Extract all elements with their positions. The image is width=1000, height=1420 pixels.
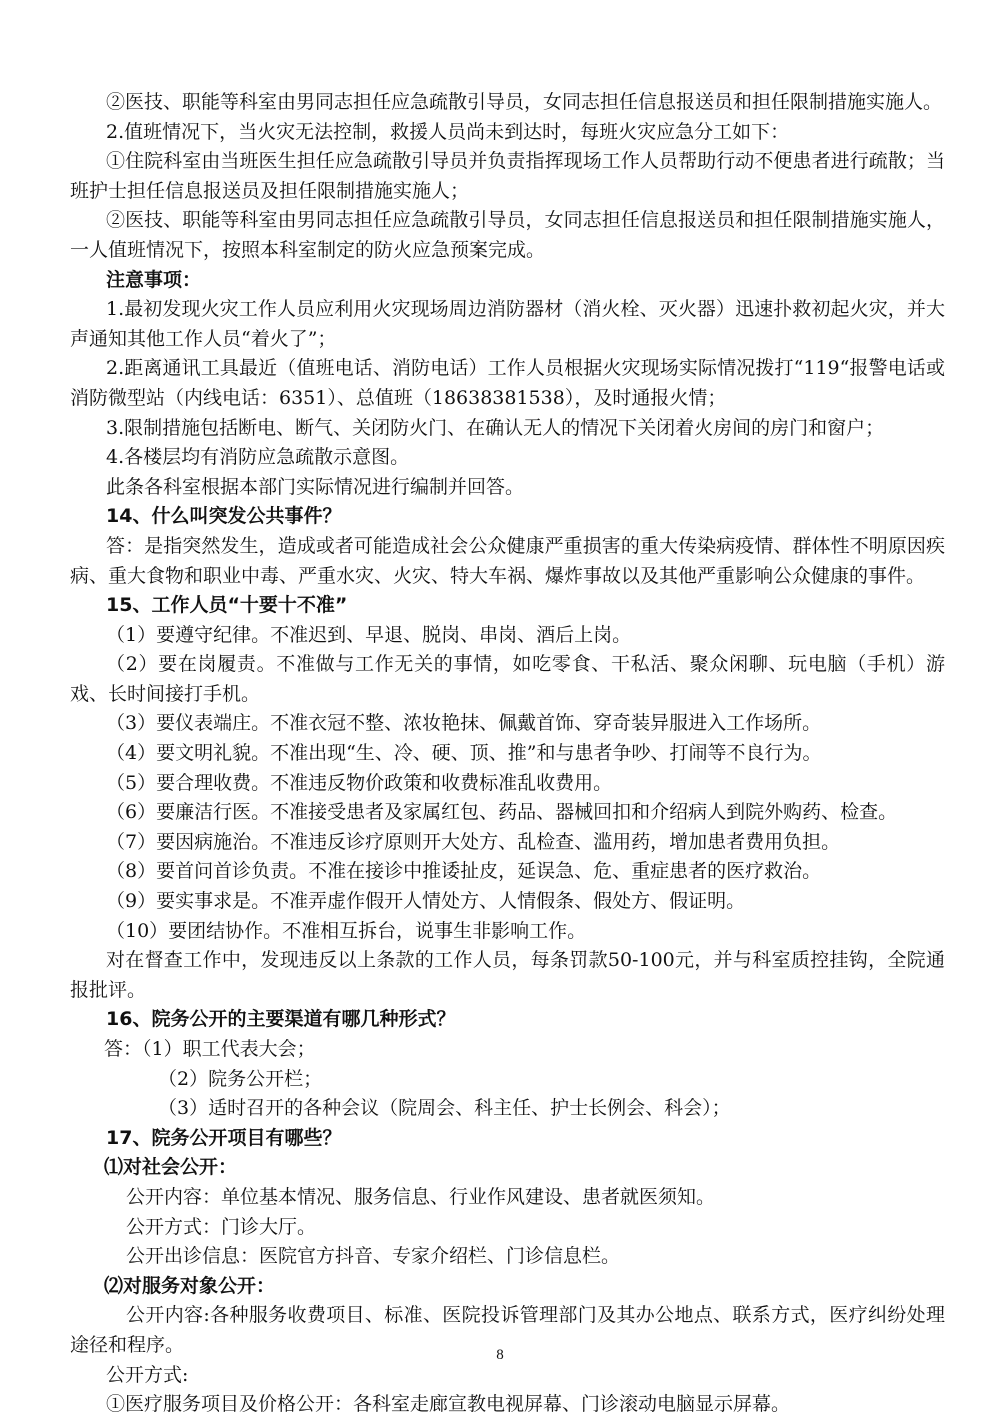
paragraph: （10）要团结协作。不准相互拆台，说事生非影响工作。 bbox=[106, 919, 587, 942]
paragraph: 对在督查工作中，发现违反以上条款的工作人员，每条罚款50-100元，并与科室质控挂钩，全院通报批评。 bbox=[70, 949, 945, 1001]
section-heading: 15、工作人员“十要十不准” bbox=[106, 594, 348, 617]
section-heading: 16、院务公开的主要渠道有哪几种形式？ bbox=[106, 1008, 456, 1031]
paragraph: （1）要遵守纪律。不准迟到、早退、脱岗、串岗、酒后上岗。 bbox=[106, 623, 632, 646]
paragraph: 1.最初发现火灾工作人员应利用火灾现场周边消防器材（消火栓、灭火器）迅速扑救初起火灾，并大声通知其他工作人员“着火了”； bbox=[70, 298, 945, 350]
section-heading: ⑴对社会公开： bbox=[104, 1156, 238, 1179]
section-heading: 17、院务公开项目有哪些？ bbox=[106, 1126, 342, 1149]
paragraph: （2）院务公开栏； bbox=[158, 1067, 323, 1090]
paragraph: 此条各科室根据本部门实际情况进行编制并回答。 bbox=[106, 475, 525, 498]
page-number: 8 bbox=[496, 1347, 504, 1363]
paragraph: 公开内容：单位基本情况、服务信息、行业作风建设、患者就医须知。 bbox=[126, 1185, 716, 1208]
section-heading: ⑵对服务对象公开： bbox=[104, 1274, 276, 1297]
paragraph: （5）要合理收费。不准违反物价政策和收费标准乱收费用。 bbox=[106, 771, 613, 794]
paragraph: 公开方式：门诊大厅。 bbox=[126, 1215, 317, 1238]
paragraph: 公开内容:各种服务收费项目、标准、医院投诉管理部门及其办公地点、联系方式，医疗纠纷处理途径和程序。 bbox=[70, 1304, 945, 1356]
paragraph: （6）要廉洁行医。不准接受患者及家属红包、药品、器械回扣和介绍病人到院外购药、检查。 bbox=[106, 801, 898, 824]
document-body bbox=[70, 88, 945, 1420]
paragraph: 4.各楼层均有消防应急疏散示意图。 bbox=[106, 446, 410, 469]
paragraph: 2.距离通讯工具最近（值班电话、消防电话）工作人员根据火灾现场实际情况拨打“119“报警电话或消防微型站（内线电话：6351）、总值班（18638381538），及时通报火情； bbox=[70, 357, 945, 409]
paragraph: （9）要实事求是。不准弄虚作假开人情处方、人情假条、假处方、假证明。 bbox=[106, 890, 746, 913]
paragraph: 3.限制措施包括断电、断气、关闭防火门、在确认无人的情况下关闭着火房间的房门和窗户； bbox=[106, 416, 885, 439]
section-heading: 14、什么叫突发公共事件？ bbox=[106, 505, 342, 528]
paragraph: （8）要首问首诊负责。不准在接诊中推诿扯皮，延误急、危、重症患者的医疗救治。 bbox=[106, 860, 822, 883]
paragraph: 答：是指突然发生，造成或者可能造成社会公众健康严重损害的重大传染病疫情、群体性不明原因疾病、重大食物和职业中毒、严重水灾、火灾、特大车祸、爆炸事故以及其他严重影响公众健康的事件。 bbox=[70, 534, 945, 587]
paragraph: （3）适时召开的各种会议（院周会、科主任、护士长例会、科会）； bbox=[158, 1097, 731, 1120]
paragraph: ②医技、职能等科室由男同志担任应急疏散引导员，女同志担任信息报送员和担任限制措施实施人。 bbox=[106, 91, 943, 113]
paragraph: 公开出诊信息：医院官方抖音、专家介绍栏、门诊信息栏。 bbox=[126, 1245, 621, 1268]
section-heading: 注意事项： bbox=[106, 268, 202, 291]
paragraph: ①医疗服务项目及价格公开：各科室走廊宣教电视屏幕、门诊滚动电脑显示屏幕。 bbox=[106, 1393, 791, 1416]
paragraph: ②医技、职能等科室由男同志担任应急疏散引导员，女同志担任信息报送员和担任限制措施实施人，一人值班情况下，按照本科室制定的防火应急预案完成。 bbox=[70, 209, 945, 261]
paragraph: 答：（1）职工代表大会； bbox=[104, 1038, 316, 1060]
paragraph: 公开方式: bbox=[106, 1363, 189, 1386]
paragraph: （3）要仪表端庄。不准衣冠不整、浓妆艳抹、佩戴首饰、穿奇装异服进入工作场所。 bbox=[106, 712, 822, 735]
paragraph: （7）要因病施治。不准违反诊疗原则开大处方、乱检查、滥用药，增加患者费用负担。 bbox=[106, 830, 841, 853]
paragraph: ①住院科室由当班医生担任应急疏散引导员并负责指挥现场工作人员帮助行动不便患者进行疏散；当班护士担任信息报送员及担任限制措施实施人； bbox=[70, 150, 945, 202]
paragraph: （4）要文明礼貌。不准出现“生、冷、硬、顶、推”和与患者争吵、打闹等不良行为。 bbox=[106, 742, 822, 765]
paragraph: （2）要在岗履责。不准做与工作无关的事情，如吃零食、干私活、聚众闲聊、玩电脑（手机）游戏、长时间接打手机。 bbox=[70, 653, 945, 705]
paragraph: 2.值班情况下，当火灾无法控制，救援人员尚未到达时，每班火灾应急分工如下： bbox=[106, 120, 790, 143]
